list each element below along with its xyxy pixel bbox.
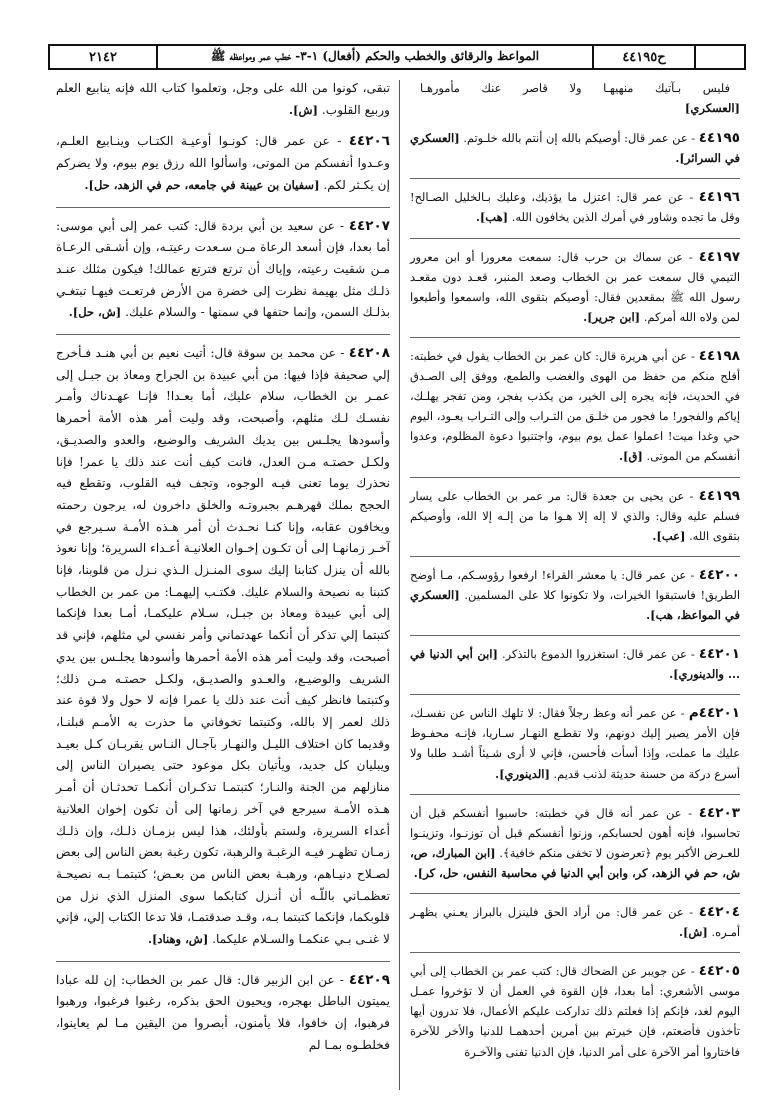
hadith-text: - عن سماك بن حرب قال: سمعت معرورا أو ابن معرور التيمي قال سمعت عمر بن الخطاب وصعد المنبر، قعـد دون مقعـد رسول الله ﷺ بمقعدين فقال: أوصيكم بتقوى الله، واسمعوا وأطيعوا لمن ولاه الله أمركم. (410, 249, 740, 324)
hadith-text: - عن أبي هريرة قال: كان عمر بن الخطاب يقول في خطبته: أفلح منكم من حفظ من الهوى والغضب والطمع، ووفق إلى الصـدق في الحديث، فإنه يجره إلى الخير، من يكذب يفجر، ومن تفجر يهلـك، إياكم والفجور! ما فجور من خلـق من التـراب وإلى التـراب يعـود، اليوم حي وغدا ميت! اعملوا عمل يوم بيوم، واجتنبوا دعوة المظلوم، وعدوا أنفسكم من الموتى. (410, 348, 740, 464)
hadith-range: ح٤٤١٩٥ (592, 46, 694, 68)
hadith-source: [ق]. (619, 449, 643, 464)
hadith-entry (56, 207, 390, 335)
hadith-source: [العسكري في السرائر]. (410, 131, 740, 166)
hadith-entry (410, 694, 740, 793)
verse-line: فليس بـآتيك منهيهـا ولا قاصر عنك مأمورهـا (420, 81, 730, 95)
hadith-entry (56, 961, 390, 1067)
hadith-text: - عن يحيى بن جعدة قال: مر عمر بن الخطاب على يسار فسلم عليه وقال: والذي لا إله إلا هـوا ما من إلـه إلا الله، وأوصيكم بتقوى الله. (410, 488, 740, 543)
hadith-number: ٤٤١٩٩ (698, 487, 740, 504)
hadith-text: - عن عمر أنه وعظ رجلاً فقال: لا تلهك الناس عن نفسـك، فإن الأمر يصير إليك دونهم، ولا تقطـع النهـار سـاريا، فإنـه محفـوظ عليك ما عملت، وإذا أسأت فأحسن، فإني لا أرى شـيئاً أشـد طلبا ولا أسرع دركة من حسنة حديثة لذنب قديم. (410, 706, 740, 781)
hadith-text: - عن عمر قال: من أراد الحق فلينزل بالبراز يعـني يظهـر أمـره. (410, 905, 740, 940)
hadith-source: [ابن أبي الدنيا في ... والدينوري]. (410, 647, 740, 682)
hadith-source: [العسكري في المواعظ، هب]. (410, 587, 740, 622)
hadith-text: - عن ابن الزبير قال: قال عمر بن الخطاب: إن لله عبادا يميتون الباطل بهجره، ويحيون الحق بذكره، رغبوا فرغبوا، ورهبوا فرهبوا، إن خافوا، فلا يأمنون، أبصروا من اليقين مـا لم يعاينوا، فخلطـوه بمـا لم (56, 972, 390, 1052)
hadith-entry (410, 635, 740, 694)
hadith-number: ٤٤٢٠٠ (698, 566, 741, 583)
hadith-text: - عن عمر قال: استغزروا الدموع بالتذكر. (501, 647, 695, 662)
continuation-source: [ش]. (289, 102, 318, 117)
hadith-entry (410, 893, 740, 952)
hadith-number: ٤٤٢٠٩ (348, 971, 391, 988)
hadith-text: - عن عمر قال: يا معشر القراء! ارفعوا رؤوسـكم، مـا أوضح الطريق! فاستبقوا الخيرات، ولا تكونوا كلا على المسلمين. (410, 567, 740, 602)
hadith-entry (56, 334, 390, 961)
hadith-source: [الدينوري]. (495, 766, 550, 781)
hadith-text: - عن عمر قال: أوصيكم بالله إن أنتم بالله خلـوتم. (463, 131, 696, 146)
hadith-source: [ش، وهناد]. (147, 932, 209, 947)
page-number: ٢١٤٢ (89, 49, 117, 65)
verse-source: [العسكري] (684, 101, 740, 116)
hadith-entry (410, 477, 740, 556)
hadith-text: - عن جويبر عن الضحاك قال: كتب عمر بن الخطاب إلى أبي موسى الأشعري: أما بعدا، فإن القوة في العمل أن لا تؤخروا عمـل اليوم لغد، فإنكم إذا فعلتم ذلك تداركت عليكم الأعمال، فلا تدرون أيها تأخذون فأضعتم، فإن خيرتم بين أمرين أحدهمـا للدنيا والأخر للآخرة فاختاروا أمر الآخرة على أمر الدنيا، فإن الدنيا تفنى والآخـرة (410, 964, 740, 1059)
header-blank-cell (694, 46, 744, 68)
hadith-entry (410, 952, 740, 1071)
hadith-source: [ابن المبارك، ص، ش، حم في الزهد، كر، وابن أبي الدنيا في محاسبة النفس، حل، كر]. (410, 845, 740, 880)
hadith-text: - عن سعيد بن أبي بردة قال: كتب عمر إلى أبي موسى: أما بعدا، فإن أسعد الرعاة مـن سـعدت رعيتـه، وإن أشـقى الرعـاة مـن شقيت رعيته، وإياك أن ترتع فترتع عمالك! فيكون مثلك عنـد ذلـك مثل بهيمة نظرت إلى خضرة من الأرض فرتعـت فيهـا تبتغـي بذلـك السمن، وإنما حتفها في سمنها - والسلام عليك. (56, 218, 390, 320)
hadith-entry (410, 238, 740, 337)
hadith-number: ٤٤١٩٥ (698, 130, 740, 147)
continuation-body: تبقى، كونوا من الله على وجل، وتعلموا كتاب الله فإنه ينابيع العلم وربيع القلوب. (56, 81, 390, 117)
chapter-title: المواعظ والرقائق والخطب والحكم (أفعال) ١-٣- خطب عمر ومواعظه ﷺ (156, 46, 592, 68)
hadith-number: ٤٤٢٠٨ (348, 345, 390, 362)
continuation-text (56, 78, 390, 121)
hadith-number: ٤٤١٩٧ (698, 248, 740, 265)
hadith-text: - عن عمر أنه قال في خطبته: حاسبوا أنفسكم قبل أن تحاسبوا، فإنه أهون لحسابكم، وزنوا أنفسكم قبل أن توزنـوا، وتزينـوا للعـرض الأكبر يوم ﴿تعرضون لا تخفى منكم خافية﴾. (410, 805, 741, 860)
hadith-source: [هب]. (475, 210, 509, 225)
hadith-entry (410, 128, 740, 178)
hadith-text: - عن عمر قال: اعتزل ما يؤذيك، وعليك بـالخليل الصـالح! وقل ما تجده وشاور في أمرك الذين يخافون الله. (410, 190, 740, 225)
hadith-entry (410, 178, 740, 237)
hadith-entry (410, 337, 740, 477)
hadith-source: [ش]. (678, 925, 708, 940)
hadith-text: - عن محمد بن سوقة قال: أتيت نعيم بن أبي هنـد فـأخرج إلي صحيفة فإذا فيها: من أبي عبيدة بن الجراح ومعاذ بن جبـل إلى عمـر بن الخطاب، سلام عليك، أما بعـدا! فإنـا عهـدناك وأمـر نفسـك لـك مثلهم، وأصبحت، وقد وليت أمر هذه الأمة أحمرها وأسودها يجلـس بين يديك الشريف والوضيع، والعدو والصديـق، ولكـل حصتـه مـن العدل، فانت كيف أنت عند ذلك يا عمر! فإنا نحذرك يوما تعنى فيـه الوجوه، وتجف فيه القلوب، وتقطع فيه الحجج بملك قهرهـم بجبروتـه والخلق داخرون له، يرجون رحمته ويخافون عقابه، وإنا كنـا نحـدث أن أمر هـذه الأمـة سـيرجع في آخـر زمانهـا إلى أن تكـون إخـوان العلانيـة أعـداء السريرة؛ وإنا نعوذ بالله أن ينزل كتابنا إليك سوى المنـزل الـذي نـزل من قلوبنا، فإنا كتبنا به نصيحة والسلام عليك. فكتـب إليهمـا: من عمر بن الخطاب إلى أبي عبيدة ومعاذ بن جبـل، سـلام عليكمـا، أمـا بعدا فإنكما كتبتما إلي تذكر أن أنكما عهدتماني وأمر نفسي لي مثلهم، فإني قد أصبحت، وقد وليت أمر هذه الأمة أحمرها وأسودها يجلـس بين يدي الشريف والوضيـع، والعـدو والصديـق، ولكـل حصتـه مـن ذلك؛ وكتبتما فانظر كيف أنت عند ذلك يا عمرا فإنه لا حول ولا قوة عند ذلك لعمر إلا بالله، وكتبتما تخوفاني ما حذرت به الأمـم قبلنـا، وقديما كان اختلاف الليـل والنهـار بآجـال النـاس يقربـان كـل بعيـد ويبليان كل جديد، ويأتيان بكل موعود حتى يصيران الناس إلى منازلهم من الجنة والنـار؛ كتبتمـا تذكـران أنكمـا تحدثـان أن أمـر هـذه الأمـة سيرجع في آخر زمانها إلى أن تكون إخوان العلانية أعداء السريرة، ولستم بأولئك، هذا ليس بزمـان ذلـك، وإن ذلـك زمـان تظهـر فيـه الرغبـة والرهبة، تكون رغبة بعض الناس إلى بعض لصـلاح دنيـاهم، ورهبـة بعض الناس من بعـض؛ كتبتمـا بـه نصيحـة تعظمـاني باللّـه أن أنـزل كتابكما سوى المنزل الذي نزل من قلوبكما، فإنكما كتبتما بـه، وقـد صدقتمـا، فلا تدعا الكتاب إلي، فإني لا غنـى بـي عنكمـا والسـلام عليكما. (56, 346, 390, 947)
hadith-text: - عن عمر قال: كونـوا أوعيـة الكتـاب وينـابيع العلـم، وعـدوا أنفسكم من الموتى، واسألوا الله رزق يوم بيوم، ولا يضركم إن يكـثر لكم. (56, 134, 390, 192)
hadith-entry (410, 556, 740, 635)
column-separator (399, 80, 400, 1090)
hadith-number: ٤٤١٩٦ (698, 189, 740, 206)
hadith-number: ٤٤٢٠٥ (698, 963, 740, 980)
left-column (56, 78, 390, 1067)
hadith-number: ٤٤٢٠٣ (698, 804, 740, 821)
hadith-entry (56, 131, 390, 206)
page-header (48, 44, 746, 70)
hadith-number: ٤٤٢٠٦ (348, 133, 391, 150)
right-column (410, 78, 740, 1072)
hadith-source: [سفيان بن عيينة في جامعه، حم في الزهد، حل]. (84, 177, 320, 192)
hadith-number: ٤٤١٩٨ (698, 347, 740, 364)
hadith-number: ٤٤٢٠٤ (698, 904, 740, 920)
hadith-source: [عب]. (652, 528, 686, 543)
hadith-number: ٤٤٢٠٧ (348, 217, 391, 234)
hadith-number: ٤٤٢٠١ (698, 646, 741, 663)
hadith-entry (410, 794, 740, 893)
hadith-source: [ابن جرير]. (583, 309, 641, 324)
hadith-number: ٤٤٢٠١م (688, 705, 740, 722)
hadith-source: [ش، حل]. (68, 305, 122, 320)
